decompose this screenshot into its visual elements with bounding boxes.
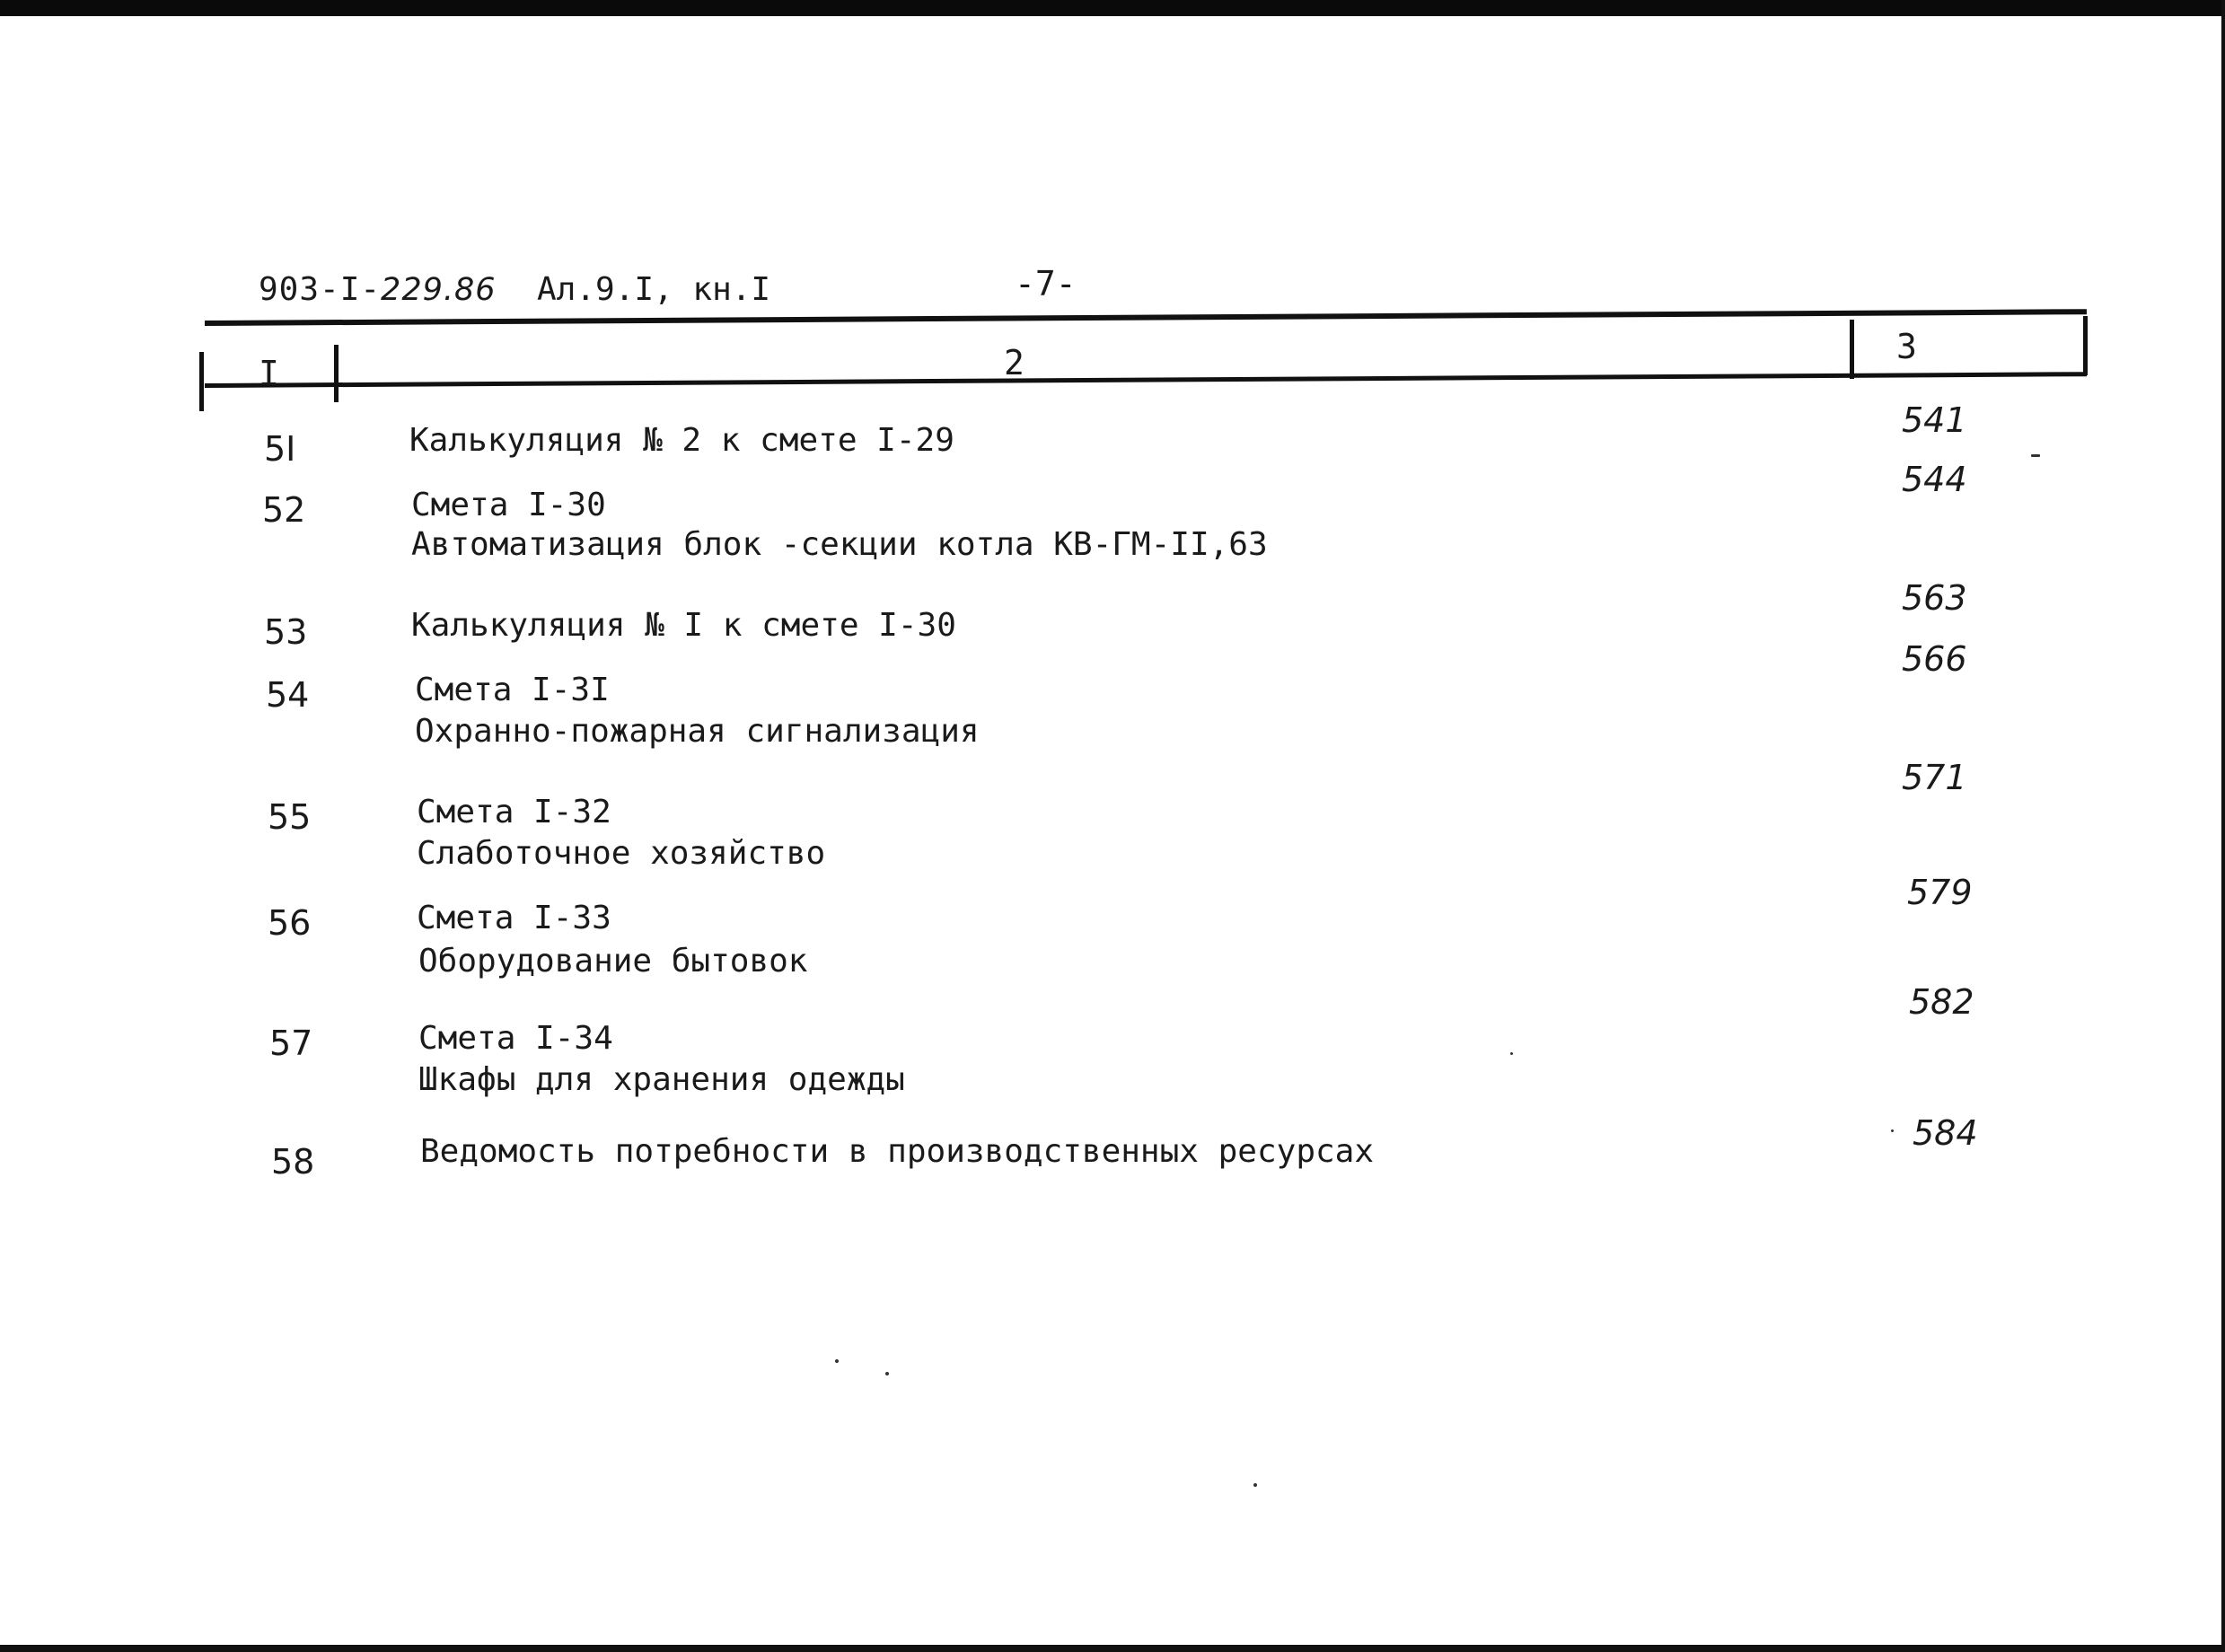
scan-speck (1510, 1052, 1513, 1055)
table-header-divider-2 (1850, 320, 1854, 379)
row-subtitle: Автоматизация блок -секции котла КВ-ГМ-II,63 (411, 526, 1268, 563)
row-title: Смета I-33 (417, 900, 611, 936)
row-title: Смета I-3I (415, 672, 610, 708)
row-title: Смета I-34 (418, 1020, 613, 1057)
row-page: 566 (1902, 639, 1967, 679)
row-page: 584 (1913, 1113, 1978, 1153)
row-page: 563 (1902, 578, 1967, 618)
scan-speck (2031, 454, 2040, 457)
row-title: Смета I-30 (411, 487, 606, 523)
scan-edge-top (0, 0, 2225, 16)
page-number: -7- (1015, 264, 1077, 303)
table-header-bottom-rule (205, 372, 2087, 388)
row-number: 56 (268, 903, 312, 943)
row-title: Смета I-32 (417, 794, 611, 830)
row-number: 54 (266, 675, 310, 715)
scan-speck (835, 1359, 839, 1363)
row-title: Калькуляция № 2 к смете I-29 (409, 422, 954, 459)
table-header-col-2: 2 (1004, 343, 1025, 382)
row-page: 579 (1907, 873, 1973, 912)
row-page: 582 (1909, 982, 1974, 1022)
scan-speck (1253, 1483, 1257, 1487)
scan-edge-right (2221, 0, 2225, 1652)
row-subtitle: Охранно-пожарная сигнализация (415, 713, 980, 750)
table-header-left-border (199, 352, 204, 411)
scan-speck (1891, 1129, 1894, 1132)
row-number: 5I (264, 429, 296, 469)
album-reference: Ал.9.I, кн.I (537, 271, 771, 308)
row-number: 58 (271, 1142, 315, 1182)
table-header-divider-1 (334, 345, 339, 402)
row-subtitle: Шкафы для хранения одежды (418, 1061, 905, 1098)
row-number: 55 (268, 797, 312, 837)
document-code (259, 271, 497, 308)
table-header-top-rule (205, 309, 2087, 326)
row-page: 571 (1902, 758, 1967, 797)
document-code-printed: 903-I- (259, 271, 382, 308)
table-header-col-1: I (259, 354, 279, 393)
row-page: 544 (1902, 460, 1967, 499)
row-number: 53 (264, 612, 308, 652)
row-number: 57 (269, 1024, 313, 1063)
row-page: 541 (1902, 400, 1967, 440)
document-code-handwritten: 229.86 (381, 272, 497, 308)
row-subtitle: Слаботочное хозяйство (417, 835, 826, 872)
row-number: 52 (262, 490, 306, 530)
row-title: Калькуляция № I к смете I-30 (411, 607, 956, 644)
scan-edge-bottom (0, 1645, 2225, 1652)
row-title: Ведомость потребности в производственных ресурсах (420, 1133, 1375, 1170)
table-header-right-border (2083, 316, 2088, 375)
table-header-col-3: 3 (1896, 327, 1917, 366)
row-subtitle: Оборудование бытовок (418, 943, 808, 980)
scan-speck (885, 1372, 889, 1375)
